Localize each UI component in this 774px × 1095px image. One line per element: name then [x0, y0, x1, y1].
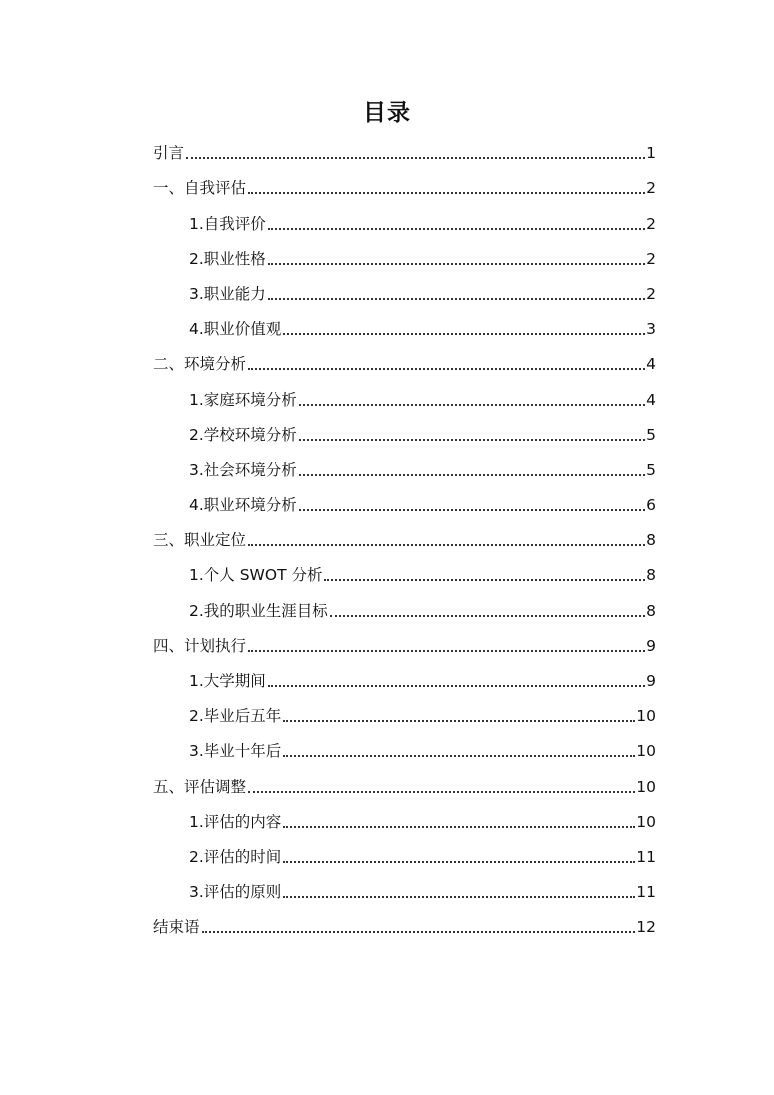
- toc-dot-leader: [268, 685, 645, 687]
- toc-entry[interactable]: [153, 134, 656, 169]
- toc-dot-leader: [248, 368, 645, 370]
- toc-entry[interactable]: [153, 697, 656, 732]
- toc-entry-page-number: 8: [646, 566, 656, 585]
- toc-entry-label: 二、环境分析: [153, 355, 247, 374]
- toc-entry[interactable]: [153, 169, 656, 204]
- toc-entry-page-number: 11: [636, 847, 656, 866]
- toc-entry-label: 结束语: [153, 918, 200, 937]
- toc-entry-label: 3.社会环境分析: [189, 460, 297, 479]
- toc-entry-page-number: 6: [646, 496, 656, 515]
- toc-entry-label: 2.学校环境分析: [189, 425, 297, 444]
- toc-entry[interactable]: [153, 767, 656, 802]
- toc-dot-leader: [186, 157, 645, 159]
- toc-entry-label: 3.评估的原则: [189, 883, 282, 902]
- toc-entry-page-number: 12: [636, 918, 656, 937]
- toc-entry[interactable]: [153, 380, 656, 415]
- toc-entry[interactable]: [153, 521, 656, 556]
- toc-entry-label: 1.评估的内容: [189, 812, 282, 831]
- toc-entry[interactable]: [153, 204, 656, 239]
- toc-entry-page-number: 10: [636, 742, 656, 761]
- toc-entry[interactable]: [153, 627, 656, 662]
- toc-entry[interactable]: [153, 838, 656, 873]
- toc-dot-leader: [283, 826, 635, 828]
- toc-dot-leader: [283, 720, 635, 722]
- toc-dot-leader: [202, 931, 636, 933]
- toc-entry[interactable]: [153, 873, 656, 908]
- toc-entry-label: 五、评估调整: [153, 777, 247, 796]
- toc-dot-leader: [299, 509, 645, 511]
- toc-entry-page-number: 5: [646, 425, 656, 444]
- toc-entry-label: 1.自我评价: [189, 214, 266, 233]
- toc-entry-label: 三、职业定位: [153, 531, 247, 550]
- toc-entry[interactable]: [153, 240, 656, 275]
- toc-entry-label: 一、自我评估: [153, 179, 247, 198]
- table-of-contents: [153, 134, 656, 943]
- toc-entry[interactable]: [153, 275, 656, 310]
- toc-entry-page-number: 8: [646, 531, 656, 550]
- toc-dot-leader: [268, 228, 645, 230]
- toc-entry-page-number: 8: [646, 601, 656, 620]
- toc-entry-page-number: 11: [636, 883, 656, 902]
- toc-dot-leader: [283, 861, 635, 863]
- toc-entry[interactable]: [153, 416, 656, 451]
- toc-entry[interactable]: [153, 908, 656, 943]
- toc-entry-label: 2.职业性格: [189, 249, 266, 268]
- toc-dot-leader: [248, 192, 645, 194]
- toc-title: 目录: [363, 100, 411, 126]
- toc-entry[interactable]: [153, 591, 656, 626]
- toc-dot-leader: [299, 404, 645, 406]
- toc-entry[interactable]: [153, 556, 656, 591]
- toc-entry-page-number: 10: [636, 777, 656, 796]
- toc-dot-leader: [283, 755, 635, 757]
- toc-entry[interactable]: [153, 662, 656, 697]
- toc-dot-leader: [299, 474, 645, 476]
- toc-entry[interactable]: [153, 803, 656, 838]
- toc-entry[interactable]: [153, 451, 656, 486]
- toc-dot-leader: [268, 298, 645, 300]
- toc-entry-page-number: 3: [646, 320, 656, 339]
- toc-entry-label: 1.大学期间: [189, 672, 266, 690]
- toc-dot-leader: [248, 650, 645, 652]
- toc-entry-page-number: 9: [646, 636, 656, 655]
- toc-entry-label: 3.职业能力: [189, 284, 266, 303]
- toc-entry[interactable]: [153, 345, 656, 380]
- toc-entry-label: 1.家庭环境分析: [189, 390, 297, 409]
- toc-entry-label: 4.职业环境分析: [189, 496, 297, 515]
- toc-entry-label: 3.毕业十年后: [189, 742, 282, 761]
- toc-dot-leader: [330, 615, 645, 617]
- toc-entry[interactable]: [153, 732, 656, 767]
- toc-entry-page-number: 2: [646, 214, 656, 233]
- toc-dot-leader: [283, 896, 635, 898]
- toc-entry-page-number: 1: [646, 144, 656, 163]
- toc-entry-page-number: 10: [636, 812, 656, 831]
- toc-entry-label: 2.评估的时间: [189, 847, 282, 866]
- toc-entry-label: 4.职业价值观: [189, 320, 282, 339]
- toc-entry-label: 2.我的职业生涯目标: [189, 601, 328, 620]
- toc-entry-page-number: 10: [636, 707, 656, 726]
- toc-entry-page-number: 4: [646, 390, 656, 409]
- toc-dot-leader: [324, 579, 645, 581]
- toc-entry[interactable]: [153, 486, 656, 521]
- toc-entry-page-number: 2: [646, 249, 656, 268]
- toc-entry-page-number: 2: [646, 179, 656, 198]
- toc-dot-leader: [248, 544, 645, 546]
- toc-dot-leader: [283, 333, 645, 335]
- toc-entry-page-number: 9: [646, 672, 656, 690]
- toc-entry-page-number: 4: [646, 355, 656, 374]
- toc-entry-label: 2.毕业后五年: [189, 707, 282, 726]
- toc-entry[interactable]: [153, 310, 656, 345]
- toc-entry-page-number: 5: [646, 460, 656, 479]
- toc-dot-leader: [248, 791, 635, 793]
- toc-entry-label: 四、计划执行: [153, 636, 247, 655]
- toc-entry-label: 1.个人 SWOT 分析: [189, 566, 323, 585]
- toc-entry-label: 引言: [153, 144, 185, 163]
- toc-entry-page-number: 2: [646, 284, 656, 303]
- toc-dot-leader: [268, 263, 645, 265]
- toc-dot-leader: [299, 439, 645, 441]
